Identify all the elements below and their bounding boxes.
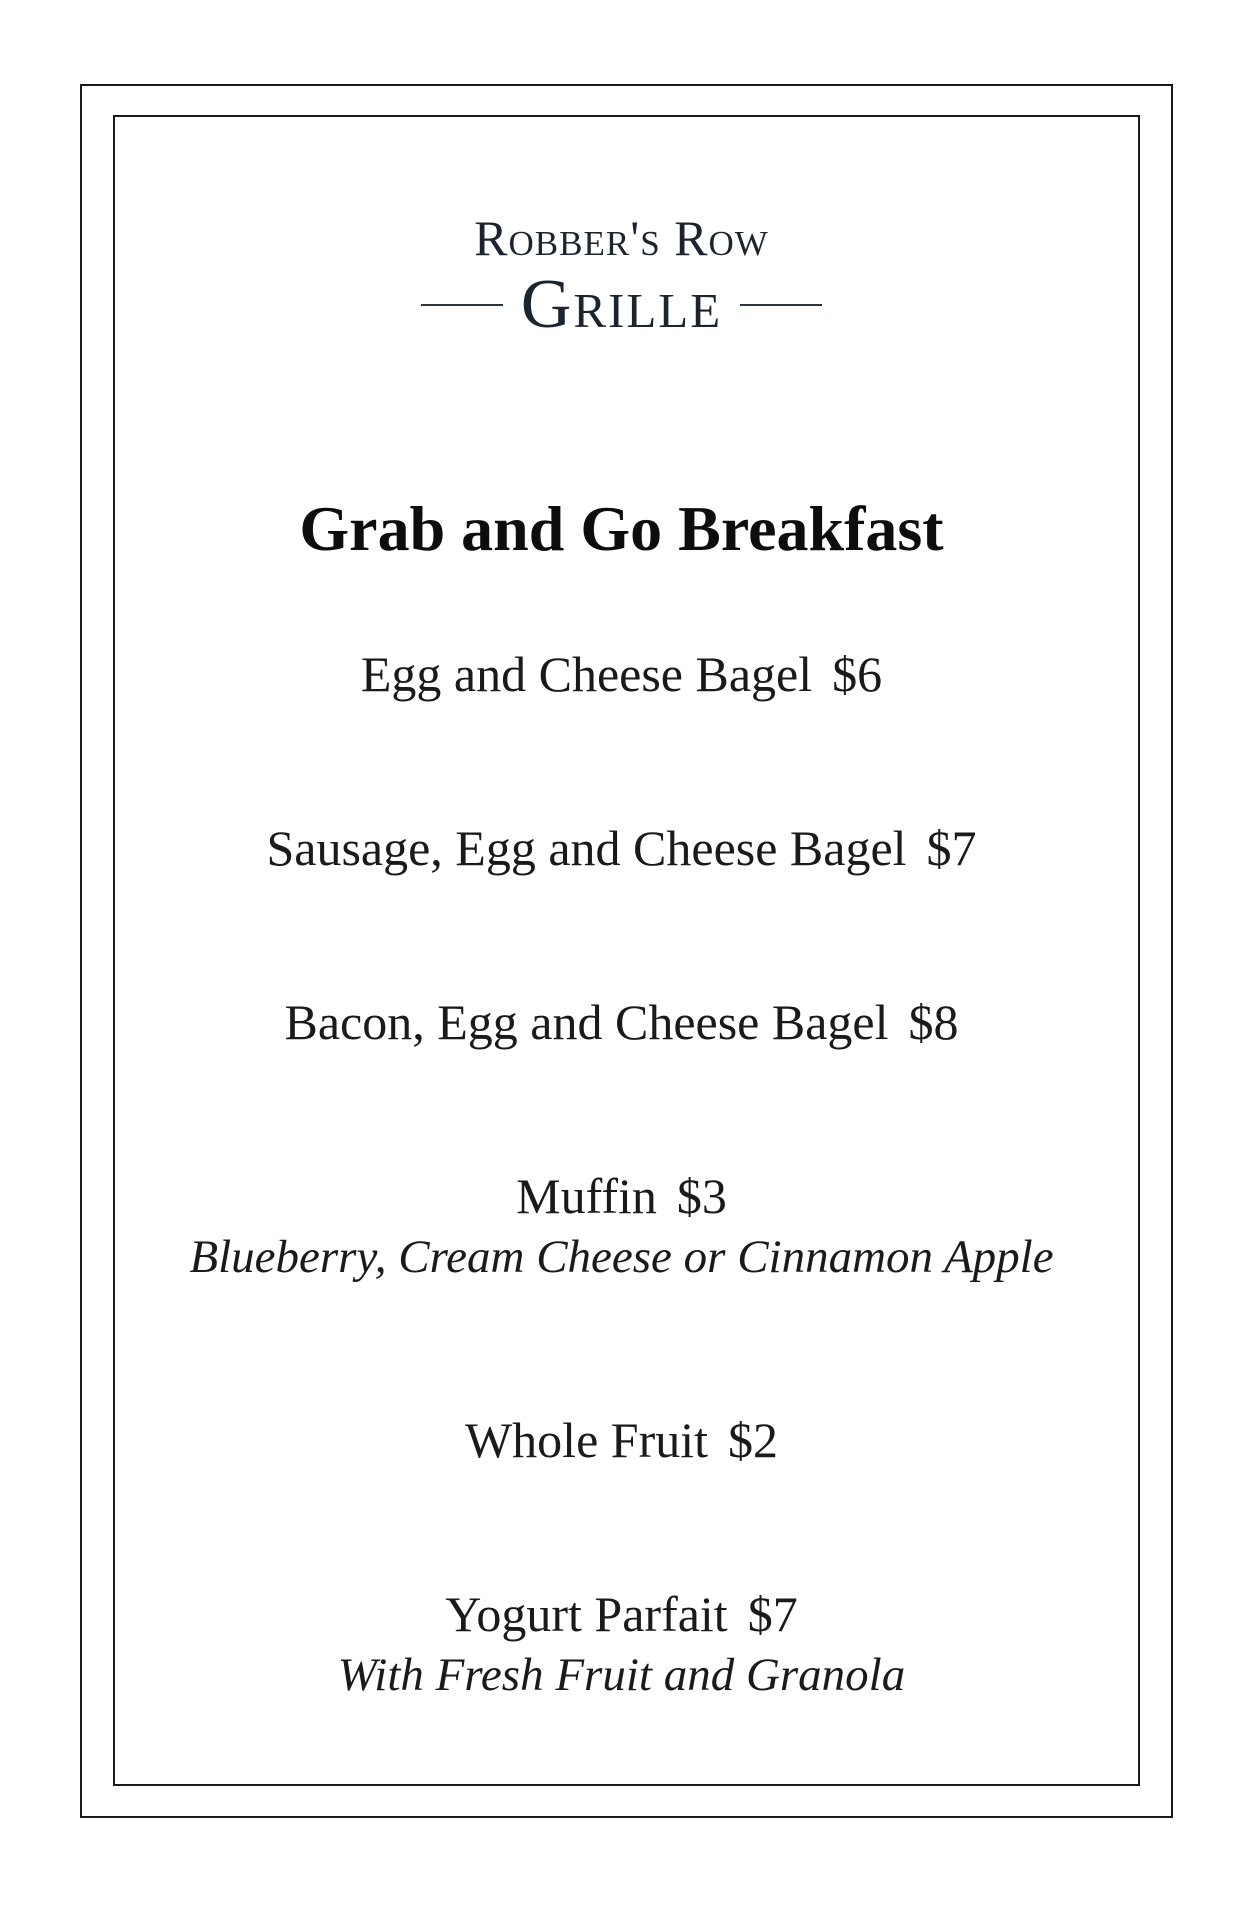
menu-item-name: Whole Fruit [464, 1412, 709, 1468]
menu-item-price: $6 [832, 646, 883, 702]
menu-item-price: $2 [728, 1412, 779, 1468]
menu-item-name: Egg and Cheese Bagel [360, 646, 813, 702]
menu-item-name: Bacon, Egg and Cheese Bagel [284, 994, 889, 1050]
menu-item-description: Blueberry, Cream Cheese or Cinnamon Apple [189, 1231, 1054, 1283]
logo-line-2-group [0, 266, 1243, 343]
menu-item-line [0, 1584, 1243, 1644]
logo-dash-right [740, 304, 822, 306]
menu-item-name: Muffin [516, 1168, 657, 1224]
menu-item [0, 818, 1243, 878]
menu-item-price: $3 [676, 1168, 727, 1224]
menu-item-price: $7 [926, 820, 977, 876]
menu-item [0, 1166, 1243, 1288]
menu-item-price: $7 [747, 1586, 798, 1642]
logo-line-1: Robber's Row [474, 210, 769, 266]
menu-item-line [0, 1166, 1243, 1226]
restaurant-logo [0, 208, 1243, 343]
menu-item [0, 992, 1243, 1052]
menu-item-line [0, 1410, 1243, 1470]
menu-item [0, 644, 1243, 704]
menu-item-line [0, 992, 1243, 1052]
menu-item-line [0, 818, 1243, 878]
menu-item [0, 1584, 1243, 1706]
logo-dash-left [421, 304, 503, 306]
menu-item-line [0, 644, 1243, 704]
logo-line-2: Grille [520, 266, 723, 343]
menu-item-description: With Fresh Fruit and Granola [337, 1649, 906, 1701]
inner-border [113, 115, 1140, 1786]
menu-item-name: Sausage, Egg and Cheese Bagel [266, 820, 907, 876]
menu-item [0, 1410, 1243, 1470]
menu-title: Grab and Go Breakfast [299, 493, 944, 564]
menu-item-price: $8 [908, 994, 959, 1050]
menu-item-name: Yogurt Parfait [445, 1586, 728, 1642]
